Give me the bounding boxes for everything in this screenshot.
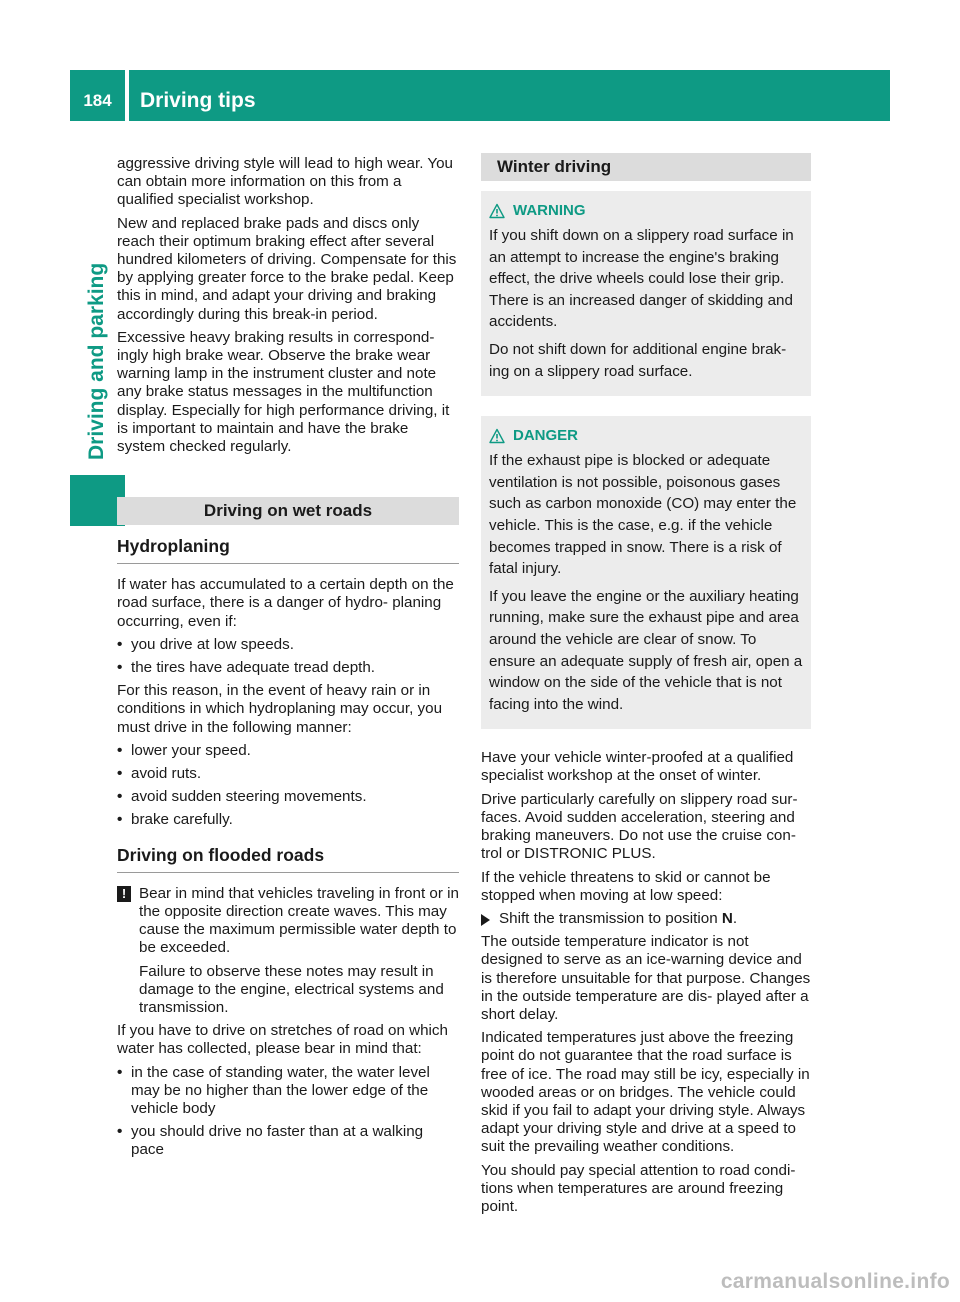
step-position: N xyxy=(721,909,733,927)
list-item: • lower your speed. xyxy=(117,742,459,760)
warning-box xyxy=(481,191,811,396)
section-title: Driving tips xyxy=(140,89,256,112)
warning-triangle-icon xyxy=(489,203,505,219)
page-number: 184 xyxy=(83,91,112,110)
header-separator xyxy=(125,70,129,121)
danger-title xyxy=(489,426,803,446)
bullet-list xyxy=(117,636,459,677)
paragraph: New and replaced brake pads and discs only reach their optimum braking effect after several hundred kilometers of driving. Compensate for this by applying greater force to the brake pedal. Keep this in mind, and adapt your driving and braking accordingly during this break-in period. xyxy=(117,214,457,323)
notice-paragraph: Failure to observe these notes may result in damage to the engine, electrical systems and transmission. xyxy=(139,962,444,1016)
paragraph: The outside temperature indicator is not designed to serve as an ice-warning device and is therefore unsuitable for that purpose. Changes in the outside temperature are dis- played after a short delay. xyxy=(481,933,811,1023)
list-item: • brake carefully. xyxy=(117,811,459,829)
danger-paragraph: If you leave the engine or the auxiliary heating running, make sure the exhaust pipe and area around the vehicle are clear of snow. To ensure an adequate supply of fresh air, open a window on the side of the vehicle that is not facing into the wind. xyxy=(489,587,803,713)
danger-paragraph: If the exhaust pipe is blocked or adequate ventilation is not possible, poisonous gases such as carbon monoxide (CO) may enter the vehicle. This is the case, e.g. if the vehicle becomes trapped in snow. There is a risk of fatal injury. xyxy=(489,452,797,578)
paragraph: Have your vehicle winter-proofed at a qualified specialist workshop at the onset of winter. xyxy=(481,749,794,785)
paragraph: Indicated temperatures just above the freezing point do not guarantee that the road surface is free of ice. The road may still be icy, especially in wooded areas or on bridges. The vehicle could skid if you fail to adapt your driving style. Always adapt your driving style and drive at a speed to suit the prevailing weather conditions. xyxy=(481,1029,810,1156)
warning-paragraph: Do not shift down for additional engine brak- ing on a slippery road surface. xyxy=(489,340,787,380)
warning-paragraph: If you shift down on a slippery road surface in an attempt to increase the engine's braking effect, the drive wheels could lose their grip. There is an increased danger of skidding and accidents. xyxy=(489,227,794,331)
paragraph: Drive particularly carefully on slippery road sur- faces. Avoid sudden acceleration, steering and braking maneuvers. Do not use the cruise con- trol or DISTRONIC PLUS. xyxy=(481,790,798,863)
left-column xyxy=(117,155,459,1165)
paragraph: Excessive heavy braking results in correspond- ingly high brake wear. Observe the brake wear warning lamp in the instrument cluster and note any brake status messages in the multifunction display. Especially for high performance driving, it is important to maintain and have the brake system checked regularly. xyxy=(117,328,450,456)
arrow-right-icon xyxy=(481,914,490,926)
bullet-list xyxy=(117,1064,459,1160)
list-item: • you should drive no faster than at a walking pace xyxy=(117,1123,459,1159)
bullet-list xyxy=(117,742,459,830)
paragraph: If the vehicle threatens to skid or cannot be stopped when moving at low speed: xyxy=(481,868,771,904)
list-item: • avoid ruts. xyxy=(117,765,459,783)
warning-title xyxy=(489,201,803,221)
heading-winter-driving: Winter driving xyxy=(481,153,811,181)
paragraph: If you have to drive on stretches of road on which water has collected, please bear in mind that: xyxy=(117,1022,448,1058)
notice-paragraph: Bear in mind that vehicles traveling in front or in the opposite direction create waves. This may cause the maximum permissible water depth to be exceeded. xyxy=(139,884,459,957)
paragraph: You should pay special attention to road condi- tions when temperatures are around freezing point. xyxy=(481,1161,796,1215)
danger-box xyxy=(481,416,811,729)
notice-block xyxy=(117,885,459,1017)
paragraph: aggressive driving style will lead to high wear. You can obtain more information on this from a qualified specialist workshop. xyxy=(117,155,454,209)
step-text: Shift the transmission to position xyxy=(499,909,722,927)
instruction-step xyxy=(481,910,811,928)
exclamation-icon: ! xyxy=(117,886,131,902)
warning-label: WARNING xyxy=(513,202,586,219)
heading-wet-roads: Driving on wet roads xyxy=(117,497,459,525)
heading-flooded-roads: Driving on flooded roads xyxy=(117,844,459,873)
sidebar-chapter-label: Driving and parking xyxy=(85,262,108,460)
list-item: • the tires have adequate tread depth. xyxy=(117,659,459,677)
list-item: • avoid sudden steering movements. xyxy=(117,788,459,806)
paragraph: For this reason, in the event of heavy rain or in conditions in which hydroplaning may occur, you must drive in the following manner: xyxy=(117,682,443,736)
step-period: . xyxy=(732,909,738,927)
list-item: • in the case of standing water, the water level may be no higher than the lower edge of the vehicle body xyxy=(117,1064,459,1119)
heading-hydroplaning: Hydroplaning xyxy=(117,535,459,564)
list-item: • you drive at low speeds. xyxy=(117,636,459,654)
danger-label: DANGER xyxy=(513,427,579,445)
warning-triangle-icon xyxy=(489,428,505,444)
watermark-logo: carmanualsonline.info xyxy=(720,1270,950,1293)
paragraph: If water has accumulated to a certain depth on the road surface, there is a danger of hydro- planing occurring, even if: xyxy=(117,576,454,630)
right-column xyxy=(481,153,811,1221)
